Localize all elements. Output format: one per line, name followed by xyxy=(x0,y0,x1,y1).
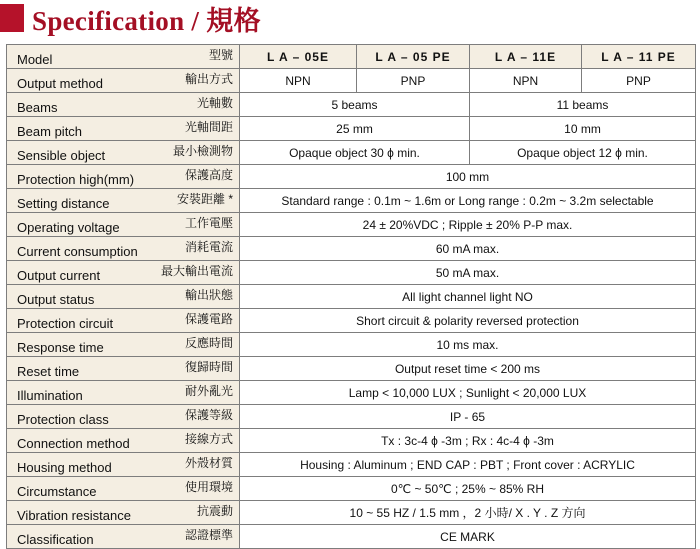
spec-value-cell: 50 mA max. xyxy=(240,261,696,285)
spec-label-en: Output status xyxy=(17,292,95,307)
spec-label-cell xyxy=(7,237,240,261)
spec-value-cell: 5 beams xyxy=(240,93,470,117)
spec-value-cell: NPN xyxy=(470,69,582,93)
spec-value-cell: 10 ~ 55 HZ / 1.5 mm ，2 小時/ X . Y . Z 方向 xyxy=(240,501,696,525)
spec-label-zh: 保護高度 xyxy=(184,168,233,182)
spec-label-en: Output method xyxy=(17,76,103,91)
spec-label-cell xyxy=(7,189,240,213)
spec-value-cell: NPN xyxy=(240,69,357,93)
spec-row xyxy=(7,285,696,309)
spec-label-cell xyxy=(7,285,240,309)
spec-label-en: Protection circuit xyxy=(17,316,114,331)
spec-label-en: Sensible object xyxy=(17,148,106,163)
spec-row xyxy=(7,501,696,525)
spec-value-cell: All light channel light NO xyxy=(240,285,696,309)
spec-label-zh: 輸出方式 xyxy=(184,72,233,86)
spec-label-cell xyxy=(7,141,240,165)
header-row xyxy=(7,45,696,69)
model-header: L A – 05 PE xyxy=(357,45,470,69)
spec-label-en: Setting distance xyxy=(17,196,110,211)
spec-value-cell: Tx : 3c-4 ϕ -3m ; Rx : 4c-4 ϕ -3m xyxy=(240,429,696,453)
spec-label-en: Response time xyxy=(17,340,104,355)
spec-value-cell: 60 mA max. xyxy=(240,237,696,261)
spec-row xyxy=(7,525,696,549)
spec-value-cell: Short circuit & polarity reversed protection xyxy=(240,309,696,333)
spec-value-cell: 10 ms max. xyxy=(240,333,696,357)
page-title xyxy=(0,0,261,36)
spec-label-en: Housing method xyxy=(17,460,112,475)
spec-label-zh: 光軸數 xyxy=(196,96,233,110)
spec-label-en: Classification xyxy=(17,532,94,547)
header-label-cell xyxy=(7,45,240,69)
spec-label-en: Illumination xyxy=(17,388,83,403)
spec-label-zh: 最大輸出電流 xyxy=(160,264,233,278)
spec-row xyxy=(7,429,696,453)
spec-label-en: Operating voltage xyxy=(17,220,120,235)
spec-value-cell: CE MARK xyxy=(240,525,696,549)
spec-row xyxy=(7,93,696,117)
spec-label-zh: 輸出狀態 xyxy=(184,288,233,302)
spec-value-cell: Opaque object 30 ϕ min. xyxy=(240,141,470,165)
spec-label-zh: 接線方式 xyxy=(184,432,233,446)
spec-label-en: Vibration resistance xyxy=(17,508,131,523)
spec-label-zh: 保護等級 xyxy=(184,408,233,422)
spec-value-cell: 24 ± 20%VDC ; Ripple ± 20% P-P max. xyxy=(240,213,696,237)
spec-label-zh: 認證標準 xyxy=(184,528,233,542)
spec-label-en: Connection method xyxy=(17,436,130,451)
spec-label-cell xyxy=(7,381,240,405)
spec-row xyxy=(7,309,696,333)
spec-label-cell xyxy=(7,405,240,429)
spec-label-zh: 工作電壓 xyxy=(184,216,233,230)
spec-value-cell: 25 mm xyxy=(240,117,470,141)
spec-label-cell xyxy=(7,117,240,141)
spec-row xyxy=(7,405,696,429)
spec-value-cell: Opaque object 12 ϕ min. xyxy=(470,141,696,165)
model-header: L A – 11 PE xyxy=(582,45,696,69)
spec-table-body xyxy=(7,45,696,549)
spec-label-cell xyxy=(7,261,240,285)
spec-row xyxy=(7,213,696,237)
spec-label-zh: 耐外亂光 xyxy=(184,384,233,398)
spec-row xyxy=(7,237,696,261)
spec-label-en: Current consumption xyxy=(17,244,138,259)
spec-label-cell xyxy=(7,477,240,501)
spec-label-zh: 使用環境 xyxy=(184,480,233,494)
spec-value-cell: 0℃ ~ 50℃ ; 25% ~ 85% RH xyxy=(240,477,696,501)
spec-label-en: Circumstance xyxy=(17,484,97,499)
spec-row xyxy=(7,357,696,381)
spec-value-cell: IP - 65 xyxy=(240,405,696,429)
spec-label-en: Protection class xyxy=(17,412,109,427)
title-text: Specification / 規格 xyxy=(32,5,261,36)
spec-label-cell xyxy=(7,333,240,357)
spec-value-cell: Lamp < 10,000 LUX ; Sunlight < 20,000 LUX xyxy=(240,381,696,405)
model-header: L A – 11E xyxy=(470,45,582,69)
model-header: L A – 05E xyxy=(240,45,357,69)
spec-row xyxy=(7,477,696,501)
spec-value-cell: 11 beams xyxy=(470,93,696,117)
spec-table xyxy=(6,44,696,549)
spec-value-cell: Housing : Aluminum ; END CAP : PBT ; Front cover : ACRYLIC xyxy=(240,453,696,477)
spec-label-en: Output current xyxy=(17,268,101,283)
spec-label-cell xyxy=(7,501,240,525)
title-accent-bar xyxy=(0,4,24,32)
spec-label-zh: 最小檢測物 xyxy=(172,144,233,158)
spec-row xyxy=(7,189,696,213)
header-label-zh: 型號 xyxy=(208,48,233,62)
spec-row xyxy=(7,261,696,285)
spec-row xyxy=(7,333,696,357)
spec-value-cell: 100 mm xyxy=(240,165,696,189)
spec-row xyxy=(7,117,696,141)
spec-label-cell xyxy=(7,309,240,333)
spec-label-cell xyxy=(7,453,240,477)
spec-value-cell: Output reset time < 200 ms xyxy=(240,357,696,381)
spec-label-zh: 保護電路 xyxy=(184,312,233,326)
spec-label-zh: 抗震動 xyxy=(196,504,233,518)
spec-row xyxy=(7,165,696,189)
spec-label-zh: 外殼材質 xyxy=(184,456,233,470)
spec-value-cell: 10 mm xyxy=(470,117,696,141)
spec-row xyxy=(7,381,696,405)
spec-label-en: Reset time xyxy=(17,364,80,379)
spec-label-cell xyxy=(7,525,240,549)
spec-label-en: Beam pitch xyxy=(17,124,83,139)
spec-row xyxy=(7,69,696,93)
spec-value-cell: Standard range : 0.1m ~ 1.6m or Long range : 0.2m ~ 3.2m selectable xyxy=(240,189,696,213)
spec-label-cell xyxy=(7,165,240,189)
spec-row xyxy=(7,141,696,165)
spec-label-zh: 消耗電流 xyxy=(184,240,233,254)
spec-label-zh: 復歸時間 xyxy=(184,360,233,374)
spec-label-zh: 光軸間距 xyxy=(184,120,233,134)
spec-label-cell xyxy=(7,357,240,381)
spec-label-en: Protection high(mm) xyxy=(17,172,135,187)
spec-label-zh: 反應時間 xyxy=(184,336,233,350)
spec-label-cell xyxy=(7,93,240,117)
spec-label-cell xyxy=(7,429,240,453)
spec-value-cell: PNP xyxy=(582,69,696,93)
spec-label-cell xyxy=(7,69,240,93)
spec-label-cell xyxy=(7,213,240,237)
spec-row xyxy=(7,453,696,477)
spec-label-en: Beams xyxy=(17,100,58,115)
spec-value-cell: PNP xyxy=(357,69,470,93)
spec-label-zh: 安裝距離 * xyxy=(176,192,233,206)
header-label-en: Model xyxy=(17,52,53,67)
